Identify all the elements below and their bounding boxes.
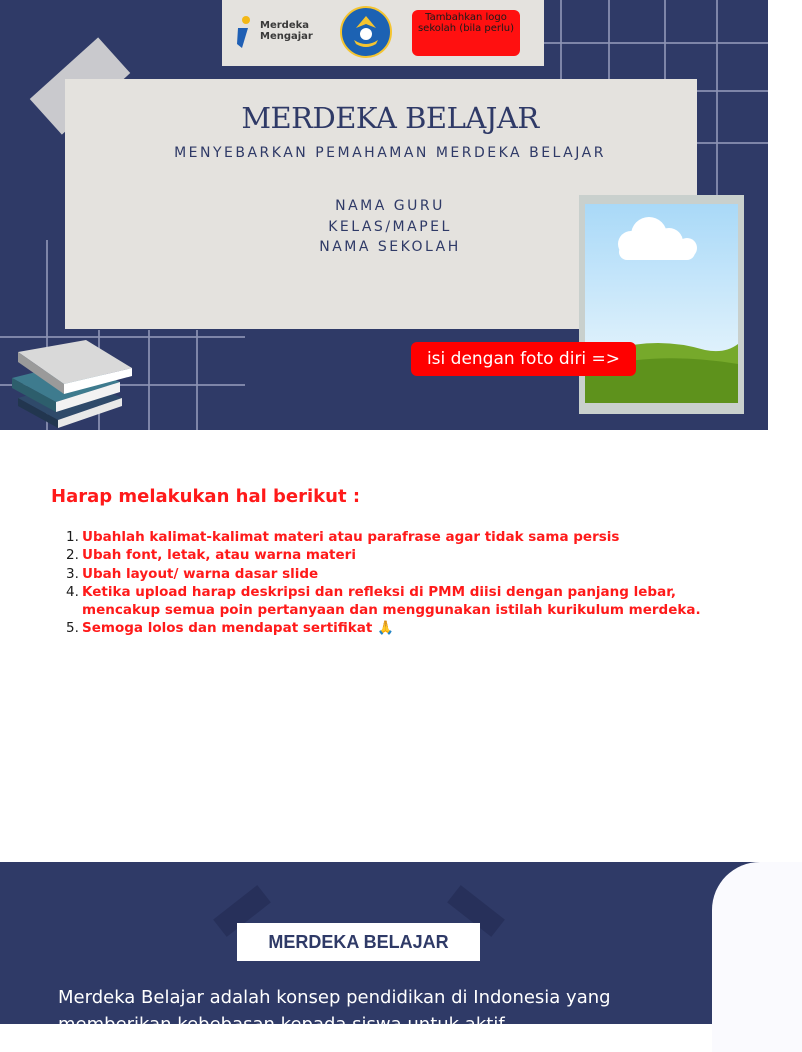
logo-strip [222, 0, 544, 66]
list-text: Semoga lolos dan mendapat sertifikat 🙏 [82, 620, 394, 637]
list-number: 2. [66, 547, 79, 564]
cover-slide [0, 0, 768, 430]
definition-paragraph: Merdeka Belajar adalah konsep pendidikan di Indonesia yang memberikan kebebasan kepada siswa untuk aktif [58, 987, 611, 1035]
instruction-list [66, 528, 732, 638]
page-title: MERDEKA BELAJAR [241, 101, 539, 135]
definition-slide [0, 862, 768, 1035]
list-text: Ubah layout/ warna dasar slide [82, 565, 319, 582]
school-name: NAMA SEKOLAH [319, 239, 461, 255]
list-text: Ubahlah kalimat-kalimat materi atau parafrase agar tidak sama persis [82, 529, 620, 545]
photo-placeholder[interactable] [579, 195, 744, 414]
books-icon [10, 340, 140, 432]
list-text: Ketika upload harap deskripsi dan refleksi di PMM diisi dengan panjang lebar, mencakup semua poin pertanyaan dan menggunakan istilah kurikulum merdeka. [82, 583, 701, 619]
grid-line [0, 336, 245, 338]
instructions-heading: Harap melakukan hal berikut : [51, 486, 361, 507]
grid-line [196, 330, 198, 430]
photo-instruction-button[interactable]: isi dengan foto diri => [411, 342, 636, 376]
grid-line [716, 0, 718, 195]
list-item [66, 528, 732, 546]
section-title: MERDEKA BELAJAR [268, 932, 449, 952]
list-number: 1. [66, 529, 79, 545]
brand-line-2: Mengajar [260, 31, 313, 42]
list-item [66, 565, 732, 583]
list-item [66, 619, 732, 637]
section-title-box [237, 923, 480, 961]
grid-line [148, 330, 150, 430]
school-logo-note: Tambahkan logo sekolah (bila perlu) [412, 10, 520, 56]
merdeka-mengajar-wordmark [260, 20, 313, 42]
decorative-blob [712, 862, 802, 1052]
grid-line [540, 42, 768, 44]
teacher-name: NAMA GURU [335, 198, 445, 214]
list-number: 4. [66, 583, 79, 600]
list-number: 5. [66, 620, 79, 637]
list-item [66, 546, 732, 564]
class-subject: KELAS/MAPEL [328, 218, 452, 235]
merdeka-mengajar-logo-icon [234, 14, 252, 50]
list-text: Ubah font, letak, atau warna materi [82, 547, 356, 564]
page-subtitle: MENYEBARKAN PEMAHAMAN MERDEKA BELAJAR [174, 145, 606, 161]
list-item [66, 583, 732, 620]
brand-line-1: Merdeka [260, 20, 310, 31]
tut-wuri-handayani-logo-icon [340, 6, 392, 58]
instructions-slide [0, 430, 768, 862]
list-number: 3. [66, 565, 79, 582]
